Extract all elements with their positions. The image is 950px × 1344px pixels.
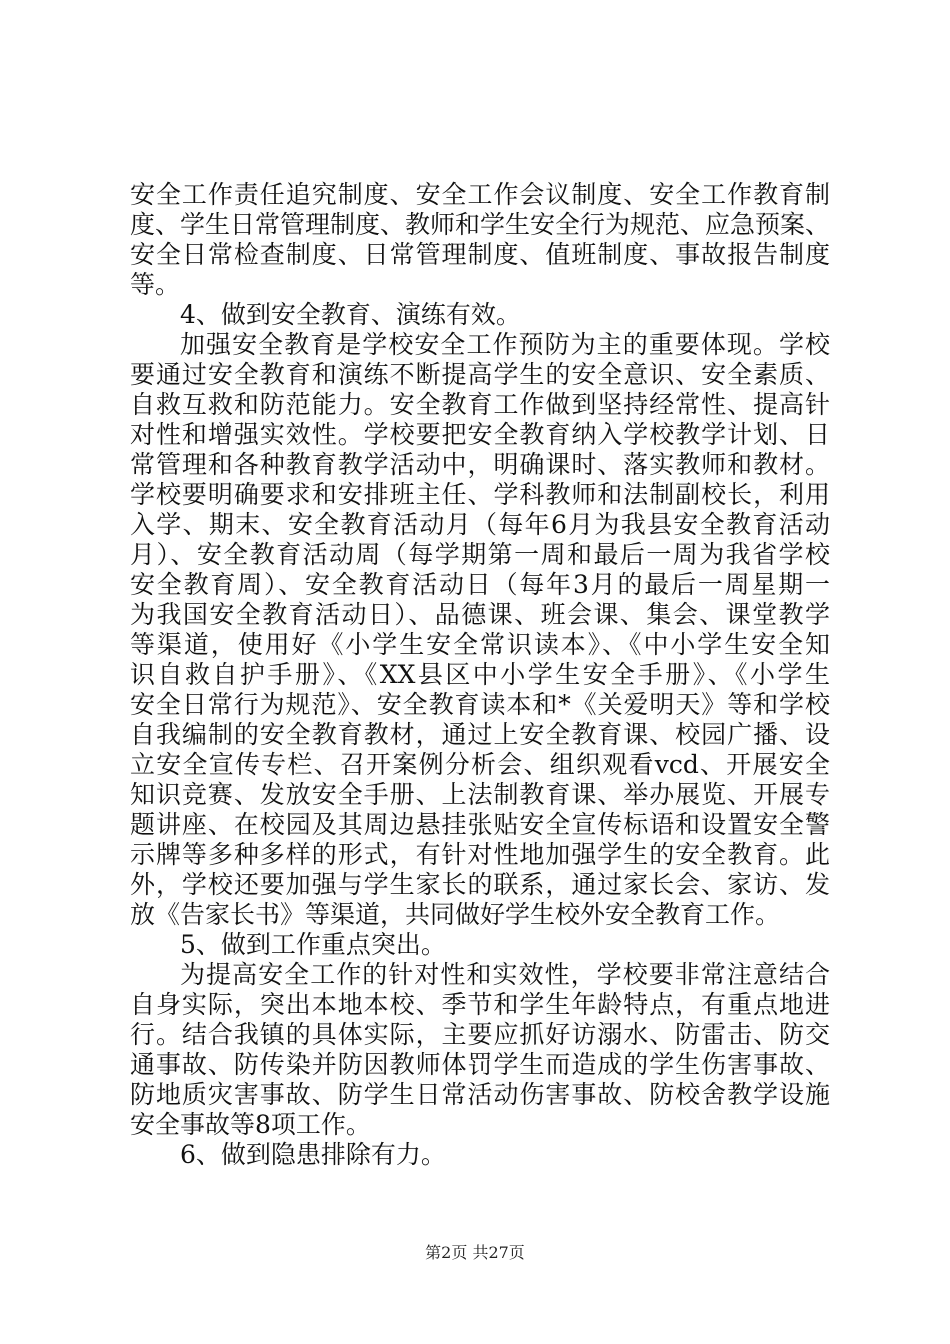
text-line: 等渠道，使用好《小学生安全常识读本》、《中小学生安全知 <box>130 630 830 659</box>
text-line: 行。结合我镇的具体实际，主要应抓好访溺水、防雷击、防交 <box>130 1020 830 1049</box>
text-line: 防地质灾害事故、防学生日常活动伤害事故、防校舍教学设施 <box>130 1080 830 1109</box>
text-line: 要通过安全教育和演练不断提高学生的安全意识、安全素质、 <box>130 360 830 389</box>
text-line: 放《告家长书》等渠道，共同做好学生校外安全教育工作。 <box>130 900 781 929</box>
page-number-footer: 第2页 共27页 <box>425 1243 525 1262</box>
text-line: 等。 <box>130 270 181 299</box>
text-line: 安全日常行为规范》、安全教育读本和*《关爱明天》等和学校 <box>130 690 830 719</box>
text-line: 安全事故等8项工作。 <box>130 1110 371 1139</box>
text-line: 安全日常检查制度、日常管理制度、值班制度、事故报告制度 <box>130 240 830 269</box>
text-line: 自我编制的安全教育教材，通过上安全教育课、校园广播、设 <box>130 720 830 749</box>
text-line: 示牌等多种多样的形式，有针对性地加强学生的安全教育。此 <box>130 840 830 869</box>
section-heading: 4、做到安全教育、演练有效。 <box>180 300 521 329</box>
section-heading: 5、做到工作重点突出。 <box>180 930 446 959</box>
paragraph-first-line: 加强安全教育是学校安全工作预防为主的重要体现。学校 <box>180 330 830 359</box>
paragraph-first-line: 为提高安全工作的针对性和实效性，学校要非常注意结合 <box>180 960 830 989</box>
text-line: 月）、安全教育活动周（每学期第一周和最后一周为我省学校 <box>130 540 830 569</box>
text-line: 自救互救和防范能力。安全教育工作做到坚持经常性、提高针 <box>130 390 830 419</box>
text-line: 立安全宣传专栏、召开案例分析会、组织观看vcd、开展安全 <box>130 750 830 779</box>
text-line: 度、学生日常管理制度、教师和学生安全行为规范、应急预案、 <box>130 210 831 239</box>
text-line: 安全教育周）、安全教育活动日（每年3月的最后一周星期一 <box>130 570 830 599</box>
text-line: 通事故、防传染并防因教师体罚学生而造成的学生伤害事故、 <box>130 1050 830 1079</box>
text-line: 知识竞赛、发放安全手册、上法制教育课、举办展览、开展专 <box>130 780 830 809</box>
body-text <box>130 180 830 1170</box>
text-line: 为我国安全教育活动日）、品德课、班会课、集会、课堂教学 <box>130 600 830 629</box>
text-line: 自身实际，突出本地本校、季节和学生年龄特点，有重点地进 <box>130 990 830 1019</box>
section-heading: 6、做到隐患排除有力。 <box>180 1140 446 1169</box>
text-line: 外，学校还要加强与学生家长的联系，通过家长会、家访、发 <box>130 870 830 899</box>
text-line: 对性和增强实效性。学校要把安全教育纳入学校教学计划、日 <box>130 420 830 449</box>
text-line: 常管理和各种教育教学活动中，明确课时、落实教师和教材。 <box>130 450 830 479</box>
text-line: 题讲座、在校园及其周边悬挂张贴安全宣传标语和设置安全警 <box>130 810 830 839</box>
text-line: 入学、期末、安全教育活动月（每年6月为我县安全教育活动 <box>130 510 830 539</box>
text-line: 学校要明确要求和安排班主任、学科教师和法制副校长，利用 <box>130 480 830 509</box>
text-line: 识自救自护手册》、《XX县区中小学生安全手册》、《小学生 <box>130 660 830 689</box>
text-line: 安全工作责任追究制度、安全工作会议制度、安全工作教育制 <box>130 180 830 209</box>
